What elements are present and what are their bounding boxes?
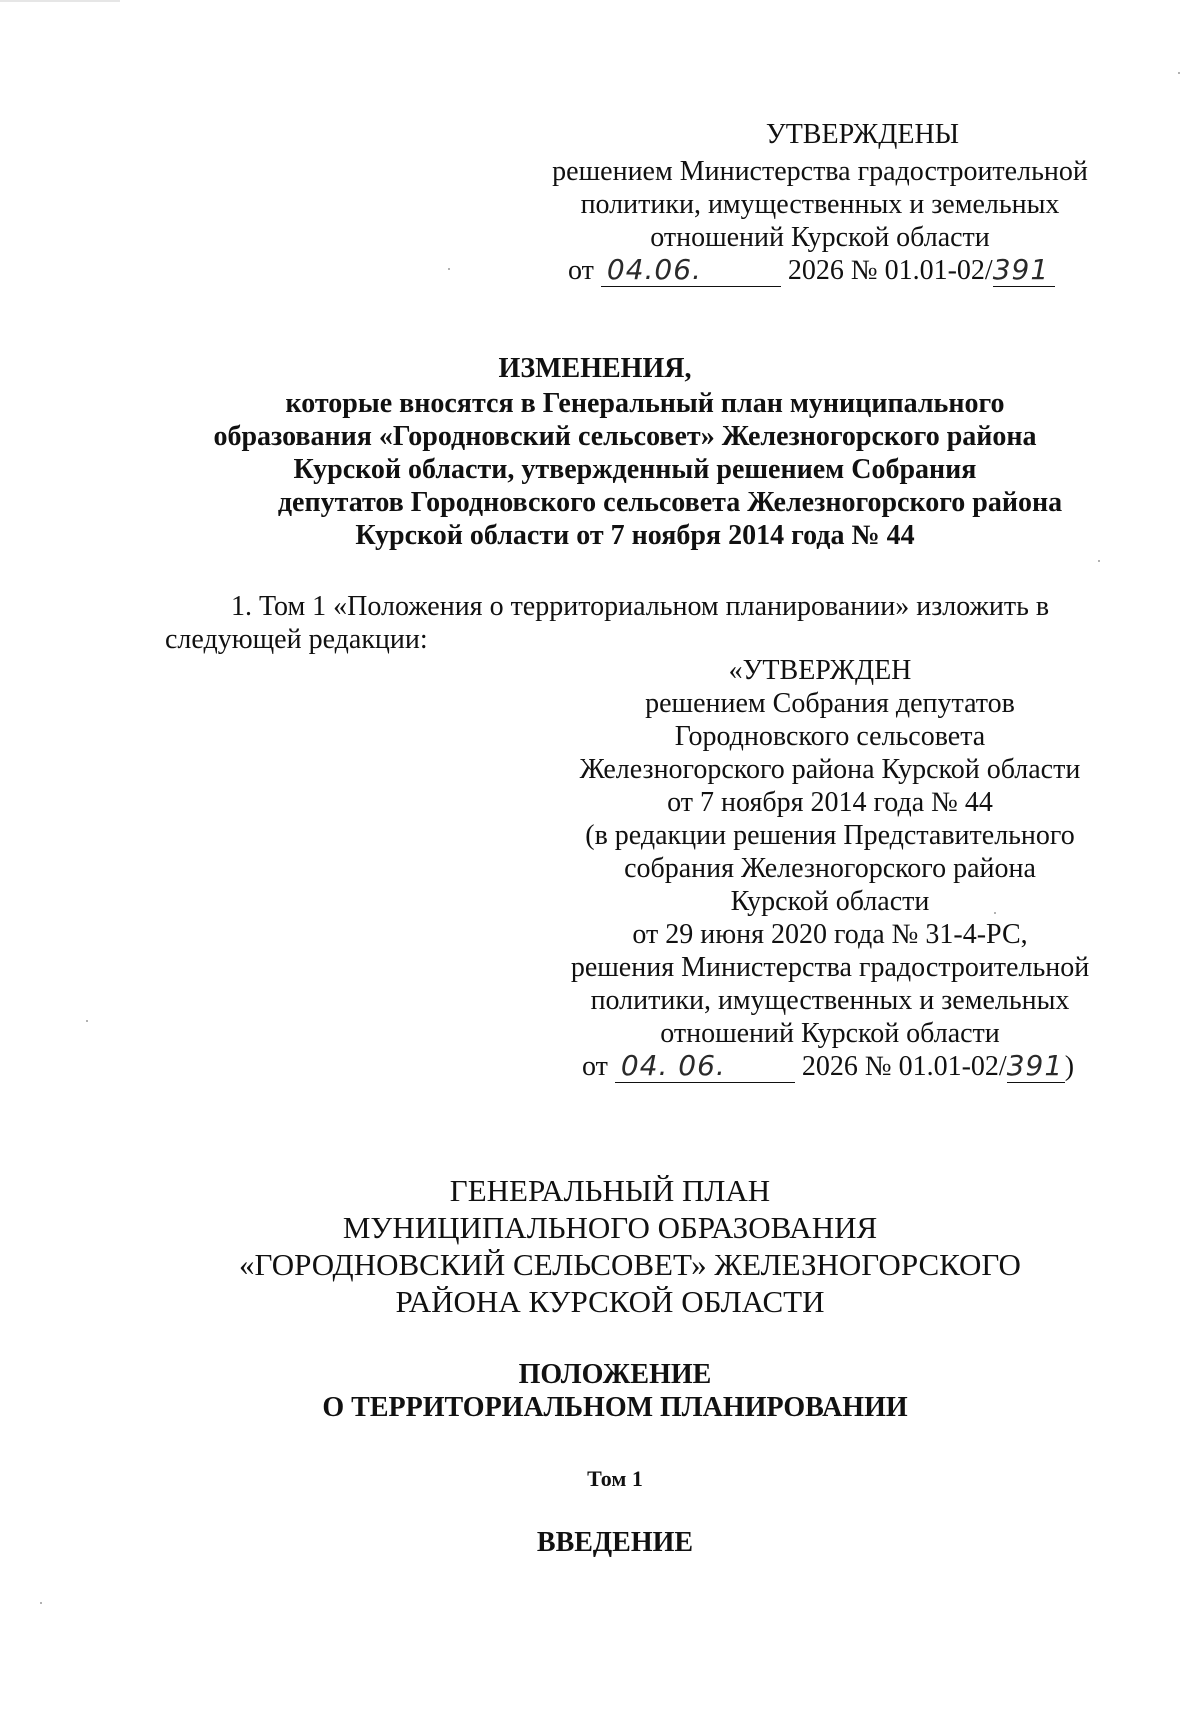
scan-speck — [448, 268, 450, 270]
plan-title-line: РАЙОНА КУРСКОЙ ОБЛАСТИ — [395, 1284, 825, 1319]
approval-line: политики, имущественных и земельных — [590, 985, 1070, 1016]
scan-speck — [40, 1602, 42, 1604]
number-blank — [993, 255, 1055, 287]
approval-line: (в редакции решения Представительного — [585, 820, 1075, 851]
closing-paren: ) — [1064, 1051, 1075, 1082]
approval-line: решением Собрания депутатов — [645, 688, 1015, 719]
approval-title: УТВЕРЖДЕНЫ — [765, 119, 960, 150]
heading-line: депутатов Городновского сельсовета Железногорского района — [277, 487, 1063, 518]
paragraph-1 — [165, 590, 1105, 656]
approval-line: отношений Курской области — [650, 222, 990, 253]
approval-line: Железногорского района Курской области — [579, 754, 1081, 785]
heading-line: Курской области, утвержденный решением Собрания — [293, 454, 977, 485]
approval-line: отношений Курской области — [660, 1018, 1000, 1049]
handwritten-number: 391 — [1006, 1049, 1064, 1082]
approval-line: от 29 июня 2020 года № 31-4-РС, — [632, 919, 1028, 950]
date-year-number: 2026 № 01.01-02/ — [801, 1051, 1007, 1082]
approval-title: «УТВЕРЖДЕН — [728, 655, 912, 686]
heading-line: которые вносятся в Генеральный план муниципального — [285, 388, 1005, 419]
volume-text: Том 1 — [587, 1466, 643, 1491]
scan-speck — [1178, 72, 1180, 74]
handwritten-date: 04.06. — [606, 253, 702, 286]
date-prefix: от — [568, 255, 594, 286]
date-prefix: от — [582, 1051, 608, 1082]
introduction-text: ВВЕДЕНИЕ — [536, 1527, 694, 1558]
paragraph-line: следующей редакции: — [165, 624, 428, 655]
approval-line: решением Министерства градостроительной — [552, 156, 1088, 187]
approval-block-general-plan — [540, 654, 1120, 1083]
section-title-line: О ТЕРРИТОРИАЛЬНОМ ПЛАНИРОВАНИИ — [322, 1392, 908, 1423]
scan-speck — [1098, 560, 1100, 562]
plan-title-line: ГЕНЕРАЛЬНЫЙ ПЛАН — [449, 1173, 771, 1208]
heading-line: образования «Городновский сельсовет» Железногорского района — [213, 421, 1037, 452]
heading-line: Курской области от 7 ноября 2014 года № 44 — [355, 520, 915, 551]
date-blank — [615, 1051, 795, 1083]
date-year-number: 2026 № 01.01-02/ — [787, 255, 993, 286]
approval-line: политики, имущественных и земельных — [580, 189, 1060, 220]
section-title-line: ПОЛОЖЕНИЕ — [518, 1359, 712, 1390]
number-blank — [1007, 1051, 1065, 1083]
heading-title: ИЗМЕНЕНИЯ, — [498, 353, 692, 384]
approval-line: Городновского сельсовета — [674, 721, 986, 752]
plan-title-line: «ГОРОДНОВСКИЙ СЕЛЬСОВЕТ» ЖЕЛЕЗНОГОРСКОГО — [239, 1247, 1021, 1282]
approval-date-line — [520, 254, 1120, 287]
approval-date-line — [540, 1050, 1120, 1083]
introduction-heading — [150, 1526, 1110, 1559]
scan-speck — [86, 1020, 88, 1022]
approval-line: Курской области — [730, 886, 930, 917]
section-title — [150, 1358, 1110, 1424]
paragraph-line: 1. Том 1 «Положения о территориальном планировании» изложить в — [231, 591, 1050, 622]
general-plan-title — [150, 1172, 1110, 1320]
approval-line: решения Министерства градостроительной — [570, 952, 1090, 983]
approval-line: собрания Железногорского района — [624, 853, 1036, 884]
amendments-heading — [140, 352, 1130, 552]
handwritten-date: 04. 06. — [620, 1049, 726, 1082]
volume-label — [150, 1462, 1110, 1495]
date-blank — [601, 255, 781, 287]
approval-line: от 7 ноября 2014 года № 44 — [667, 787, 993, 818]
scan-speck — [994, 912, 996, 914]
plan-title-line: МУНИЦИПАЛЬНОГО ОБРАЗОВАНИЯ — [342, 1210, 878, 1245]
handwritten-number: 391 — [992, 253, 1050, 286]
scan-edge-mark — [0, 0, 120, 2]
approval-block-decision — [520, 118, 1120, 287]
